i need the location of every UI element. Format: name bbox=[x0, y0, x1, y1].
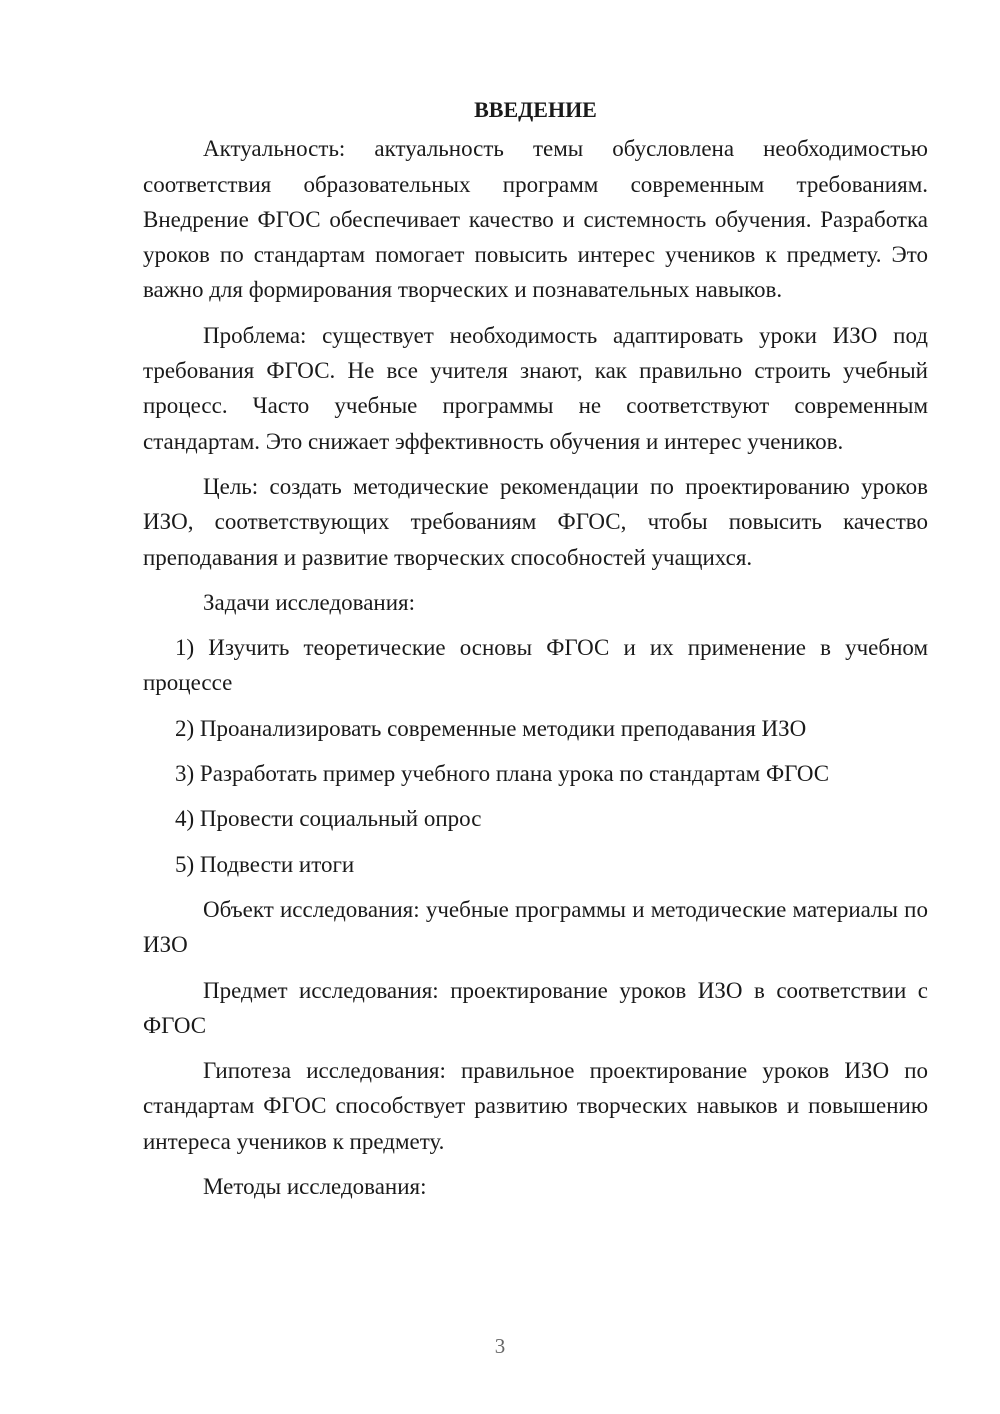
hypothesis-paragraph: Гипотеза исследования: правильное проектирование уроков ИЗО по стандартам ФГОС способствует развитию творческих навыков и повышению интереса учеников к предмету. bbox=[143, 1058, 928, 1154]
subject-paragraph: Предмет исследования: проектирование уроков ИЗО в соответствии с ФГОС bbox=[143, 977, 928, 1038]
tasks-list bbox=[143, 630, 928, 882]
task-item-1: 1) Изучить теоретические основы ФГОС и их применение в учебном процессе bbox=[143, 635, 928, 696]
page-number: 3 bbox=[494, 1334, 506, 1358]
methods-heading: Методы исследования: bbox=[203, 1174, 427, 1200]
document-title: ВВЕДЕНИЕ bbox=[474, 97, 597, 122]
task-item-4: 4) Провести социальный опрос bbox=[175, 806, 482, 832]
object-paragraph: Объект исследования: учебные программы и методические материалы по ИЗО bbox=[143, 896, 928, 958]
task-item-2: 2) Проанализировать современные методики преподавания ИЗО bbox=[175, 715, 807, 741]
document-page bbox=[143, 92, 928, 1214]
relevance-paragraph: Актуальность: актуальность темы обусловлена необходимостью соответствия образовательных программ современным требованиям. Внедрение ФГОС обеспечивает качество и системность обучения. Разработка уроков по стандартам помогает повысить интерес учеников к предмету. Это важно для формирования творческих и познавательных навыков. bbox=[143, 136, 928, 303]
task-item-3: 3) Разработать пример учебного плана урока по стандартам ФГОС bbox=[175, 761, 830, 787]
goal-paragraph: Цель: создать методические рекомендации по проектированию уроков ИЗО, соответствующих требованиям ФГОС, чтобы повысить качество преподавания и развитие творческих способностей учащихся. bbox=[143, 473, 928, 570]
tasks-heading: Задачи исследования: bbox=[203, 589, 416, 615]
task-item-5: 5) Подвести итоги bbox=[175, 851, 355, 877]
problem-paragraph: Проблема: существует необходимость адаптировать уроки ИЗО под требования ФГОС. Не все учителя знают, как правильно строить учебный процесс. Часто учебные программы не соответствуют современным стандартам. Это снижает эффективность обучения и интерес учеников. bbox=[143, 322, 928, 454]
